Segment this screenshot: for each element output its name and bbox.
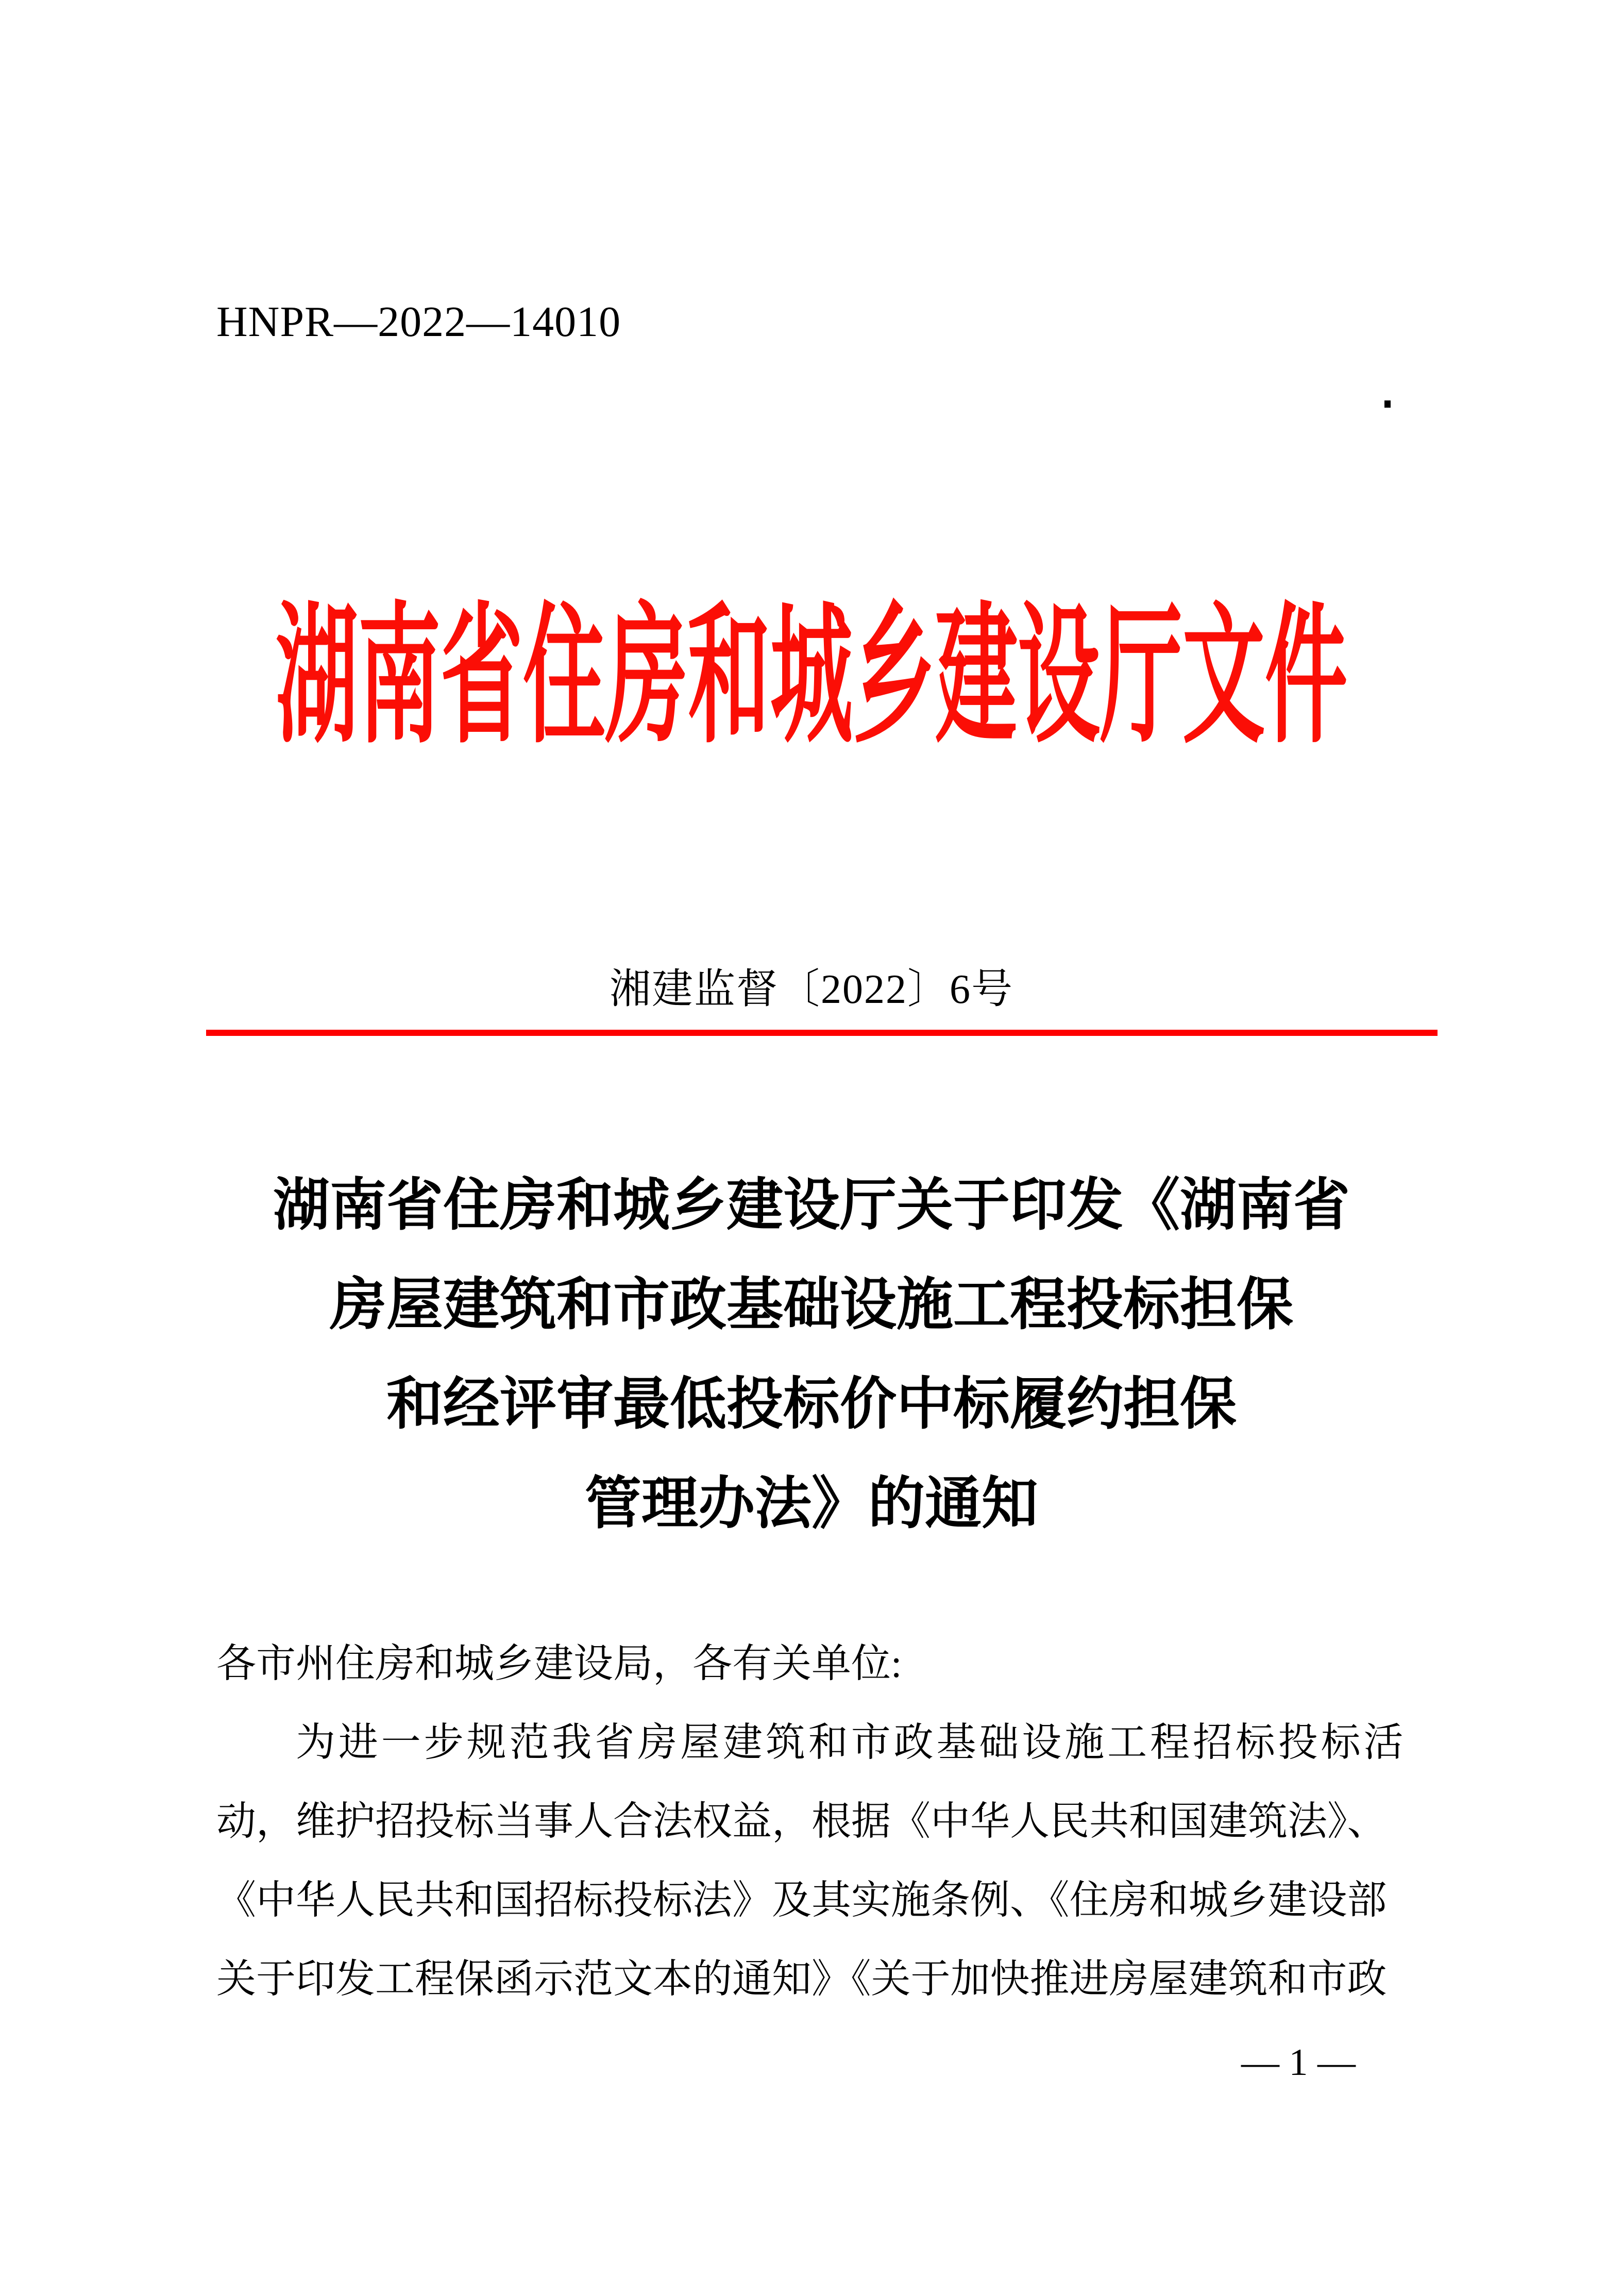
page-number: — 1 —: [1241, 2041, 1356, 2084]
notice-title-line-2: 房屋建筑和市政基础设施工程投标担保: [330, 1273, 1293, 1336]
notice-title-line-4: 管理办法》的通知: [585, 1472, 1038, 1535]
masthead-title: 湖南省住房和城乡建设厅文件: [275, 593, 1347, 761]
body-line-4: 关于印发工程保函示范文本的通知》《关于加快推进房屋建筑和市政: [216, 1957, 1387, 2001]
salutation: 各市州住房和城乡建设局，各有关单位:: [216, 1641, 902, 1686]
notice-title-line-1: 湖南省住房和城乡建设厅关于印发《湖南省: [273, 1174, 1350, 1237]
body-line-1: 为进一步规范我省房屋建筑和市政基础设施工程招标投标活: [296, 1720, 1407, 1765]
notice-title: [0, 1156, 1623, 1554]
body-text: [216, 1624, 1410, 2019]
red-divider-line: [206, 1030, 1438, 1036]
document-number: 湘建监督〔2022〕6号: [610, 967, 1013, 1012]
notice-title-line-3: 和经评审最低投标价中标履约担保: [386, 1373, 1237, 1436]
body-line-3: 《中华人民共和国招标投标法》及其实施条例、《住房和城乡建设部: [216, 1878, 1387, 1922]
body-line-2: 动，维护招投标当事人合法权益，根据《中华人民共和国建筑法》、: [216, 1799, 1387, 1843]
reference-code: HNPR—2022—14010: [216, 298, 621, 346]
print-artifact-dot: [1384, 400, 1391, 408]
